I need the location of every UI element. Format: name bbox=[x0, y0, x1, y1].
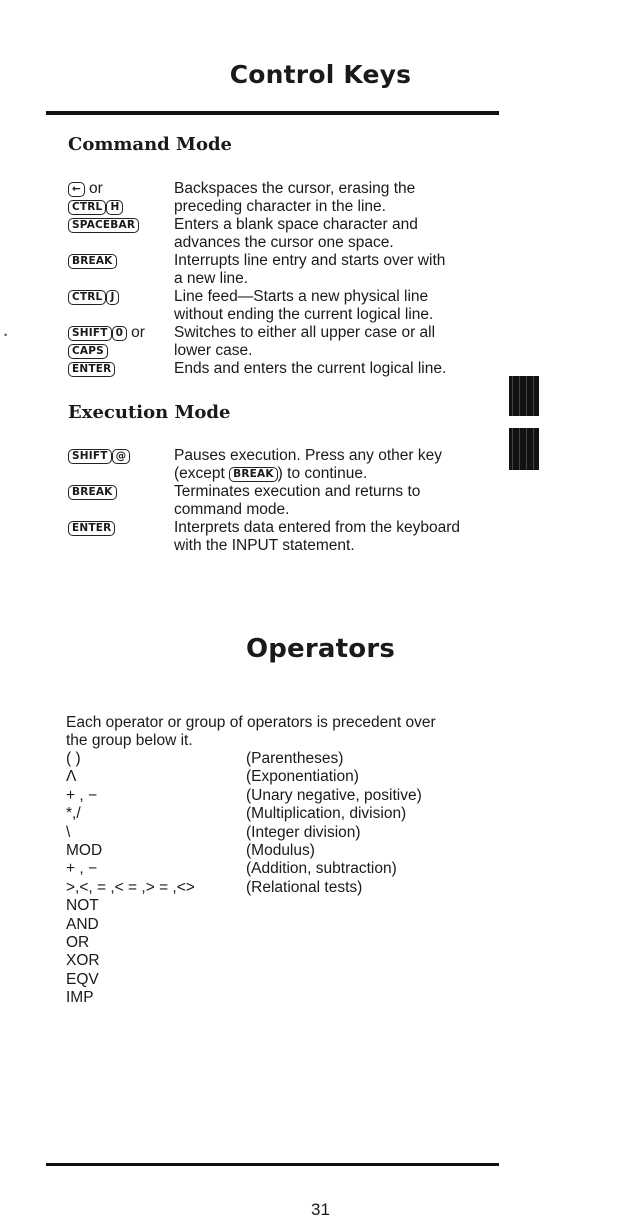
key-description bbox=[174, 519, 494, 555]
operator-symbol: ( ) bbox=[66, 750, 81, 767]
operator-symbol: Λ bbox=[66, 768, 77, 786]
description-line: without ending the current logical line. bbox=[174, 306, 434, 323]
keycap-break: BREAK bbox=[68, 485, 117, 500]
key-description bbox=[174, 465, 494, 483]
key-description bbox=[174, 324, 494, 342]
operator-symbol: NOT bbox=[66, 897, 99, 915]
top-rule bbox=[46, 111, 499, 115]
margin-mark: • bbox=[4, 330, 8, 340]
control-keys-title: Control Keys bbox=[229, 60, 412, 89]
operator-symbol: EQV bbox=[66, 970, 99, 988]
description-line: lower case. bbox=[174, 342, 253, 359]
operator-symbol: \ bbox=[66, 823, 71, 841]
description-line: Ends and enters the current logical line. bbox=[174, 360, 447, 377]
operator-symbol: >,<, = ,< = ,> = ,<> bbox=[66, 878, 195, 896]
key-description bbox=[174, 483, 494, 519]
operators-intro bbox=[66, 714, 486, 750]
key-combo bbox=[68, 519, 173, 537]
operator-name: (Integer division) bbox=[246, 823, 361, 841]
description-line: Interprets data entered from the keyboard bbox=[174, 519, 461, 536]
keycap-enter: ENTER bbox=[68, 362, 115, 377]
key-combo bbox=[68, 216, 173, 234]
description-line: command mode. bbox=[174, 501, 290, 518]
key-description bbox=[174, 288, 494, 324]
keycap-: ← bbox=[68, 182, 85, 197]
description-line: advances the cursor one space. bbox=[174, 234, 394, 251]
keycap-ctrl: CTRL bbox=[68, 200, 106, 215]
keycap-shift: SHIFT bbox=[68, 449, 112, 464]
description-line: Pauses execution. Press any other key bbox=[174, 447, 442, 464]
keycap-break: BREAK bbox=[229, 467, 278, 482]
operator-symbol: XOR bbox=[66, 952, 100, 970]
operator-name: (Exponentiation) bbox=[246, 768, 359, 786]
operator-name: (Modulus) bbox=[246, 842, 315, 859]
operator-symbol: AND bbox=[66, 915, 99, 933]
keycap-h: H bbox=[106, 200, 123, 215]
description-line: Enters a blank space character and bbox=[174, 216, 418, 233]
keycap-ctrl: CTRL bbox=[68, 290, 106, 305]
description-line: Line feed—Starts a new physical line bbox=[174, 288, 429, 305]
key-combo bbox=[68, 342, 173, 360]
key-description bbox=[174, 216, 494, 252]
operators-title: Operators bbox=[245, 634, 396, 664]
key-combo bbox=[68, 180, 173, 198]
operator-symbol: MOD bbox=[66, 842, 103, 859]
thumb-tab-mark bbox=[509, 428, 539, 470]
keycap-j: J bbox=[106, 290, 118, 305]
key-description bbox=[174, 342, 494, 360]
thumb-tab-mark bbox=[509, 376, 539, 416]
key-description bbox=[174, 180, 494, 198]
key-description bbox=[174, 198, 494, 216]
keycap-caps: CAPS bbox=[68, 344, 108, 359]
key-description bbox=[174, 252, 494, 288]
operator-symbol: *,/ bbox=[66, 805, 81, 823]
operator-name: (Addition, subtraction) bbox=[246, 860, 397, 878]
operator-symbol: + , − bbox=[66, 860, 98, 878]
key-description bbox=[174, 360, 494, 378]
description-line: (except BREAK ) to continue. bbox=[174, 465, 368, 482]
key-combo bbox=[68, 447, 173, 465]
description-line: preceding character in the line. bbox=[174, 198, 386, 215]
keycap-spacebar: SPACEBAR bbox=[68, 218, 139, 233]
key-combo bbox=[68, 252, 173, 270]
or-label: or bbox=[131, 324, 145, 341]
operator-name: (Unary negative, positive) bbox=[246, 786, 422, 804]
keycap-: @ bbox=[112, 449, 131, 464]
keycap-shift: SHIFT bbox=[68, 326, 112, 341]
key-combo bbox=[68, 360, 173, 378]
command-mode-heading: Command Mode bbox=[68, 134, 232, 155]
key-combo bbox=[68, 324, 173, 342]
intro-line: Each operator or group of operators is precedent over bbox=[66, 714, 436, 731]
page-number: 31 bbox=[311, 1200, 330, 1219]
operator-name: (Relational tests) bbox=[246, 878, 363, 896]
bottom-rule bbox=[46, 1163, 499, 1166]
description-line: Switches to either all upper case or all bbox=[174, 324, 436, 341]
operator-symbol: IMP bbox=[66, 989, 94, 1007]
description-line: Interrupts line entry and starts over with bbox=[174, 252, 446, 269]
key-description bbox=[174, 447, 494, 465]
execution-mode-heading: Execution Mode bbox=[68, 402, 231, 423]
keycap-break: BREAK bbox=[68, 254, 117, 269]
key-combo bbox=[68, 483, 173, 501]
intro-line: the group below it. bbox=[66, 732, 193, 749]
keycap-0: 0 bbox=[112, 326, 128, 341]
keycap-enter: ENTER bbox=[68, 521, 115, 536]
operator-name: (Parentheses) bbox=[246, 750, 344, 767]
operator-name: (Multiplication, division) bbox=[246, 805, 407, 823]
description-line: Backspaces the cursor, erasing the bbox=[174, 180, 416, 197]
key-combo bbox=[68, 198, 173, 216]
description-line: Terminates execution and returns to bbox=[174, 483, 421, 500]
operator-symbol: OR bbox=[66, 934, 90, 951]
key-combo bbox=[68, 288, 173, 306]
description-line: with the INPUT statement. bbox=[174, 537, 355, 554]
operator-symbol: + , − bbox=[66, 786, 98, 804]
description-line: a new line. bbox=[174, 270, 249, 287]
or-label: or bbox=[89, 180, 103, 197]
